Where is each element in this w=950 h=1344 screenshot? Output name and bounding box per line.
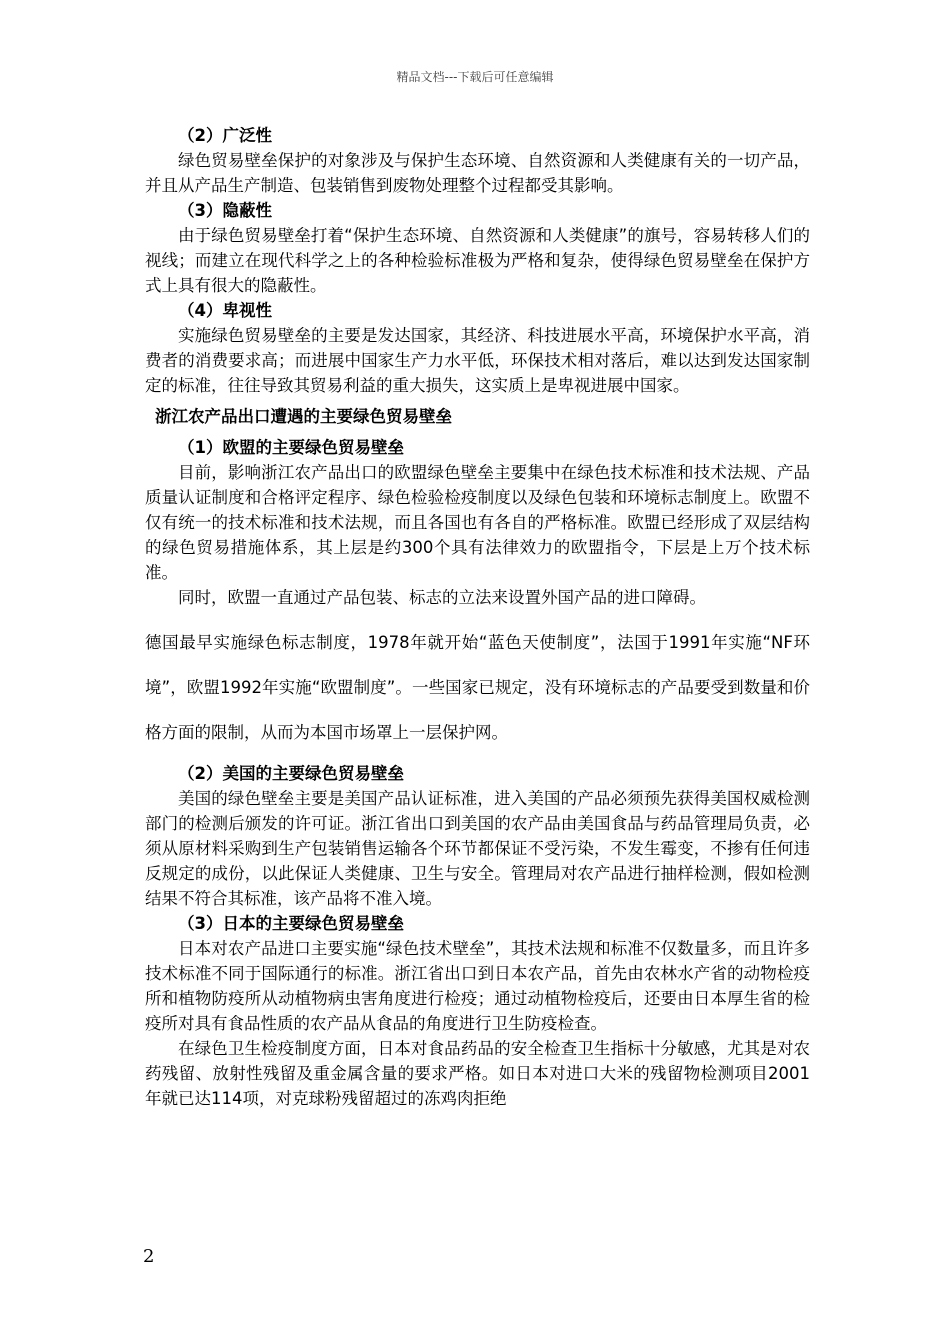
paragraph-japan-2: 在绿色卫生检疫制度方面，日本对食品药品的安全检查卫生指标十分敏感，尤其是对农药残留、放射性残留及重金属含量的要求严格。如日本对进口大米的残留物检测项目2001年就已达114项，对克球粉残留超过的冻鸡肉拒绝 [145, 1039, 810, 1108]
paragraph-breadth: 绿色贸易壁垒保护的对象涉及与保护生态环境、自然资源和人类健康有关的一切产品，并且从产品生产制造、包装销售到废物处理整个过程都受其影响。 [145, 151, 810, 195]
main-heading: 浙江农产品出口遭遇的主要绿色贸易壁垒 [155, 407, 452, 426]
paragraph-eu-2: 同时，欧盟一直通过产品包装、标志的立法来设置外国产品的进口障碍。 [178, 588, 706, 607]
page-header: 精品文档---下载后可任意编辑 [396, 70, 554, 84]
section-title-discrimination: （4）卑视性 [178, 301, 272, 320]
section-title-concealment: （3）隐蔽性 [178, 201, 272, 220]
paragraph-japan-1: 日本对农产品进口主要实施“绿色技术壁垒”，其技术法规和标准不仅数量多，而且许多技术标准不同于国际通行的标准。浙江省出口到日本农产品，首先由农林水产省的动物检疫所和植物防疫所从动植物病虫害角度进行检疫；通过动植物检疫后，还要由日本厚生省的检疫所对具有食品性质的农产品从食品的角度进行卫生防疫检查。 [145, 939, 810, 1033]
document-body [145, 123, 810, 1111]
section-title-us: （2）美国的主要绿色贸易壁垒 [178, 764, 404, 783]
paragraph-us: 美国的绿色壁垒主要是美国产品认证标准，进入美国的产品必须预先获得美国权威检测部门的检测后颁发的许可证。浙江省出口到美国的农产品由美国食品与药品管理局负责，必须从原材料采购到生产包装销售运输各个环节都保证不受污染，不发生霉变，不掺有任何违反规定的成份，以此保证人类健康、卫生与安全。管理局对农产品进行抽样检测，假如检测结果不符合其标准，该产品将不准入境。 [145, 789, 810, 908]
paragraph-discrimination: 实施绿色贸易壁垒的主要是发达国家，其经济、科技进展水平高，环境保护水平高，消费者的消费要求高；而进展中国家生产力水平低，环保技术相对落后，难以达到发达国家制定的标准，往往导致其贸易利益的重大损失，这实质上是卑视进展中国家。 [145, 326, 810, 395]
paragraph-eu-1: 目前，影响浙江农产品出口的欧盟绿色壁垒主要集中在绿色技术标准和技术法规、产品质量认证制度和合格评定程序、绿色检验检疫制度以及绿色包装和环境标志制度上。欧盟不仅有统一的技术标准和技术法规，而且各国也有各自的严格标准。欧盟已经形成了双层结构的绿色贸易措施体系，其上层是约300个具有法律效力的欧盟指令，下层是上万个技术标准。 [145, 463, 810, 582]
page-number: 2 [143, 1246, 155, 1267]
paragraph-concealment: 由于绿色贸易壁垒打着“保护生态环境、自然资源和人类健康”的旗号，容易转移人们的视线；而建立在现代科学之上的各种检验标准极为严格和复杂，使得绿色贸易壁垒在保护方式上具有很大的隐蔽性。 [145, 226, 810, 295]
section-title-japan: （3）日本的主要绿色贸易壁垒 [178, 914, 404, 933]
section-title-breadth: （2）广泛性 [178, 126, 272, 145]
paragraph-eu-3: 德国最早实施绿色标志制度，1978年就开始“蓝色天使制度”，法国于1991年实施“NF环境”，欧盟1992年实施“欧盟制度”。一些国家已规定，没有环境标志的产品要受到数量和价格方面的限制，从而为本国市场罩上一层保护网。 [145, 633, 810, 742]
section-title-eu: （1）欧盟的主要绿色贸易壁垒 [178, 438, 404, 457]
